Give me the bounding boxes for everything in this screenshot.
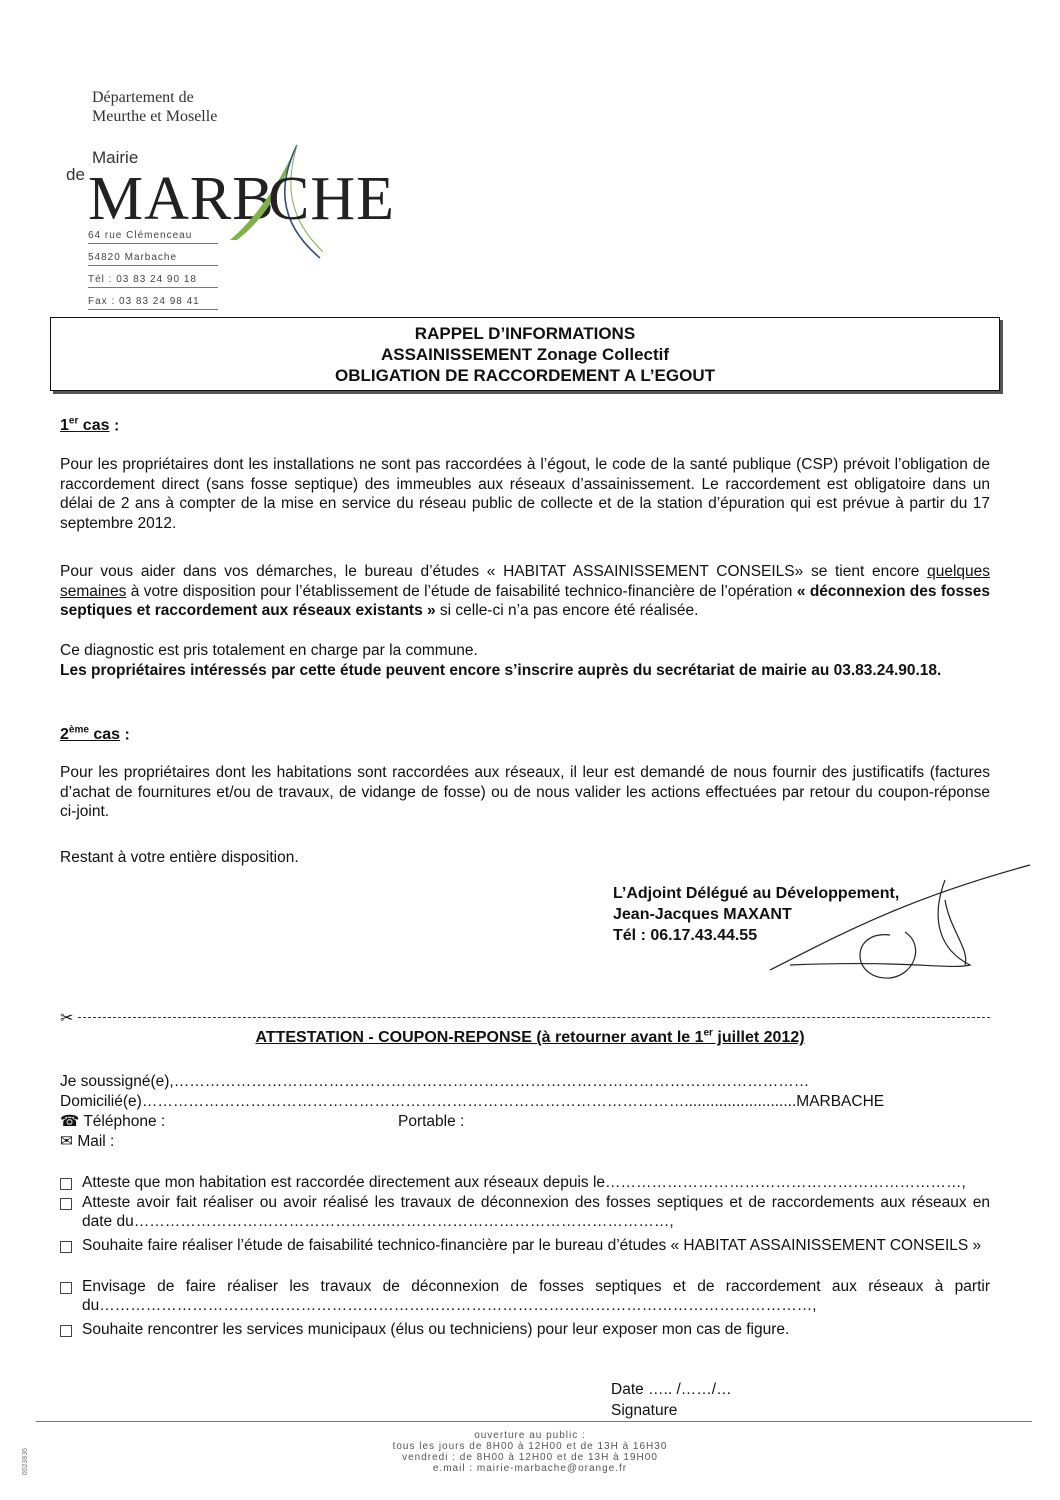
scissors-icon: ✂ bbox=[60, 1010, 74, 1027]
case-1-p2-bold: « déconnexion des fosses septiques et raccordement aux réseaux existants » bbox=[60, 582, 990, 619]
postal-line: 54820 Marbache bbox=[88, 252, 218, 266]
cut-line bbox=[78, 1017, 990, 1018]
checkbox[interactable] bbox=[60, 1282, 72, 1294]
checkbox[interactable] bbox=[60, 1325, 72, 1337]
title-line-1: RAPPEL D’INFORMATIONS bbox=[414, 324, 636, 343]
option-3[interactable] bbox=[60, 1236, 990, 1255]
option-2[interactable] bbox=[60, 1193, 990, 1231]
signatory-role: L’Adjoint Délégué au Développement, bbox=[613, 885, 900, 902]
case-2-colon: : bbox=[120, 726, 130, 744]
case-2-number: 2 bbox=[60, 726, 69, 744]
signature-label: Signature bbox=[611, 1402, 678, 1419]
department-line-1: Département de bbox=[92, 89, 194, 106]
document-stamp: 0023836 bbox=[22, 1448, 29, 1476]
soussigne-field[interactable]: Je soussigné(e),…………………………………………………………………………………………………………… bbox=[60, 1073, 810, 1090]
coupon-title-text-a: ATTESTATION - COUPON-REPONSE (à retourner avant le 1 bbox=[255, 1029, 704, 1047]
coupon-title bbox=[0, 1028, 1060, 1047]
telephone-label: Téléphone : bbox=[83, 1113, 166, 1130]
envelope-icon: ✉ bbox=[60, 1133, 73, 1150]
footer-divider bbox=[36, 1421, 1032, 1422]
case-1-p2-text-a: Pour vous aider dans vos démarches, le bureau d’études « HABITAT ASSAINISSEMENT CONSEILS» se tient encore bbox=[60, 563, 928, 580]
case-1-p2-underlined: quelques semaines bbox=[60, 563, 990, 600]
case-2-word: cas bbox=[88, 726, 121, 744]
case-2-sup: ème bbox=[68, 725, 89, 736]
coupon-title-sup: er bbox=[703, 1028, 713, 1039]
case-1-number: 1 bbox=[60, 417, 69, 435]
case-1-sup: er bbox=[68, 416, 79, 427]
department-line-2: Meurthe et Moselle bbox=[92, 108, 218, 125]
title-line-2: ASSAINISSEMENT Zonage Collectif bbox=[380, 345, 670, 364]
option-1-label: Atteste que mon habitation est raccordée directement aux réseaux depuis le……………………………………………………………, bbox=[82, 1174, 966, 1191]
checkbox[interactable] bbox=[60, 1198, 72, 1210]
footer-line-2: tous les jours de 8H00 à 12H00 et de 13H à 16H30 bbox=[392, 1441, 668, 1452]
case-1-colon: : bbox=[109, 417, 120, 435]
footer bbox=[0, 1430, 1060, 1474]
telephone-icon: ☎ bbox=[60, 1113, 80, 1130]
case-1-paragraph-1: Pour les propriétaires dont les installations ne sont pas raccordées à l’égout, le code de la santé publique (CSP) prévoit l’obligation de raccordement direct (sans fosse septique) des immeubles aux réseaux d’assainissement. Le raccordement est obligatoire dans un délai de 2 ans à compter de la mise en service du réseau public de collecte et de la station d’épuration qui est prévue à partir du 17 septembre 2012. bbox=[60, 456, 990, 532]
domicile-field[interactable]: Domicilié(e)……………………………………………………………………………………………..........................MARBACHE bbox=[60, 1093, 885, 1110]
option-1[interactable] bbox=[60, 1173, 990, 1192]
telephone-line: Tél : 03 83 24 90 18 bbox=[88, 274, 218, 288]
case-1-p2-text-c: si celle-ci n’a pas encore été réalisée. bbox=[435, 602, 699, 619]
handwritten-signature bbox=[700, 860, 1040, 1000]
de-label: de bbox=[66, 165, 85, 184]
option-5-label: Souhaite rencontrer les services municipaux (élus ou techniciens) pour leur exposer mon cas de figure. bbox=[82, 1321, 790, 1338]
option-2-label: Atteste avoir fait réaliser ou avoir réalisé les travaux de déconnexion des fosses septiques et de raccordements aux réseaux en date du…………………………………………..………………………………………………, bbox=[82, 1194, 990, 1230]
option-5[interactable] bbox=[60, 1320, 990, 1339]
mail-label: Mail : bbox=[77, 1133, 115, 1150]
case-1-p2-text-b: à votre disposition pour l’établissement de l’étude de faisabilité technico-financière de l’opération bbox=[126, 582, 797, 600]
case-1-word: cas bbox=[78, 417, 110, 435]
option-4-label: Envisage de faire réaliser les travaux de déconnexion de fosses septiques et de raccordement aux réseaux à partir du…………………………………………………………………………………………………………………………, bbox=[82, 1278, 990, 1314]
coupon-title-text-b: juillet 2012) bbox=[712, 1029, 805, 1047]
case-2-heading bbox=[60, 725, 130, 744]
option-4[interactable] bbox=[60, 1277, 990, 1315]
case-1-paragraph-4: Les propriétaires intéressés par cette étude peuvent encore s’inscrire auprès du secrétariat de mairie au 03.83.24.90.18. bbox=[60, 662, 942, 679]
checkbox[interactable] bbox=[60, 1241, 72, 1253]
department-label bbox=[92, 88, 217, 126]
date-field[interactable]: Date ….. /……/… bbox=[611, 1381, 732, 1398]
checkbox[interactable] bbox=[60, 1178, 72, 1190]
footer-line-3: vendredi : de 8H00 à 12H00 et de 13H à 19H00 bbox=[402, 1452, 658, 1463]
footer-line-1: ouverture au public : bbox=[474, 1430, 586, 1441]
signatory-phone: Tél : 06.17.43.44.55 bbox=[613, 927, 758, 944]
fax-line: Fax : 03 83 24 98 41 bbox=[88, 296, 218, 310]
town-name-right: CHE bbox=[268, 165, 395, 233]
portable-field[interactable]: Portable : bbox=[398, 1113, 465, 1130]
date-signature-block bbox=[611, 1379, 732, 1421]
town-name-left: MARB bbox=[88, 165, 275, 233]
case-2-paragraph-1: Pour les propriétaires dont les habitations sont raccordées aux réseaux, il leur est demandé de nous fournir des justificatifs (factures d’achat de fournitures et/ou de travaux, de vidange de fosse) ou de nous valider les actions effectuées par retour du coupon-réponse ci-joint. bbox=[60, 764, 990, 820]
mairie-label: Mairie bbox=[92, 148, 139, 167]
case-1-paragraph-3: Ce diagnostic est pris totalement en charge par la commune. bbox=[60, 642, 478, 659]
address-line: 64 rue Clémenceau bbox=[88, 230, 218, 244]
case-1-paragraph-2 bbox=[60, 562, 990, 621]
case-1-heading bbox=[60, 416, 119, 435]
footer-email[interactable]: e.mail : mairie-marbache@orange.fr bbox=[432, 1463, 628, 1474]
closing-sentence: Restant à votre entière disposition. bbox=[60, 849, 299, 866]
option-3-label: Souhaite faire réaliser l’étude de faisabilité technico-financière par le bureau d’études « HABITAT ASSAINISSEMENT CONSEILS » bbox=[82, 1237, 982, 1254]
title-line-3: OBLIGATION DE RACCORDEMENT A L’EGOUT bbox=[335, 366, 715, 385]
mail-field[interactable] bbox=[60, 1132, 990, 1152]
signatory-name: Jean-Jacques MAXANT bbox=[613, 906, 792, 923]
title-box bbox=[50, 317, 1000, 391]
